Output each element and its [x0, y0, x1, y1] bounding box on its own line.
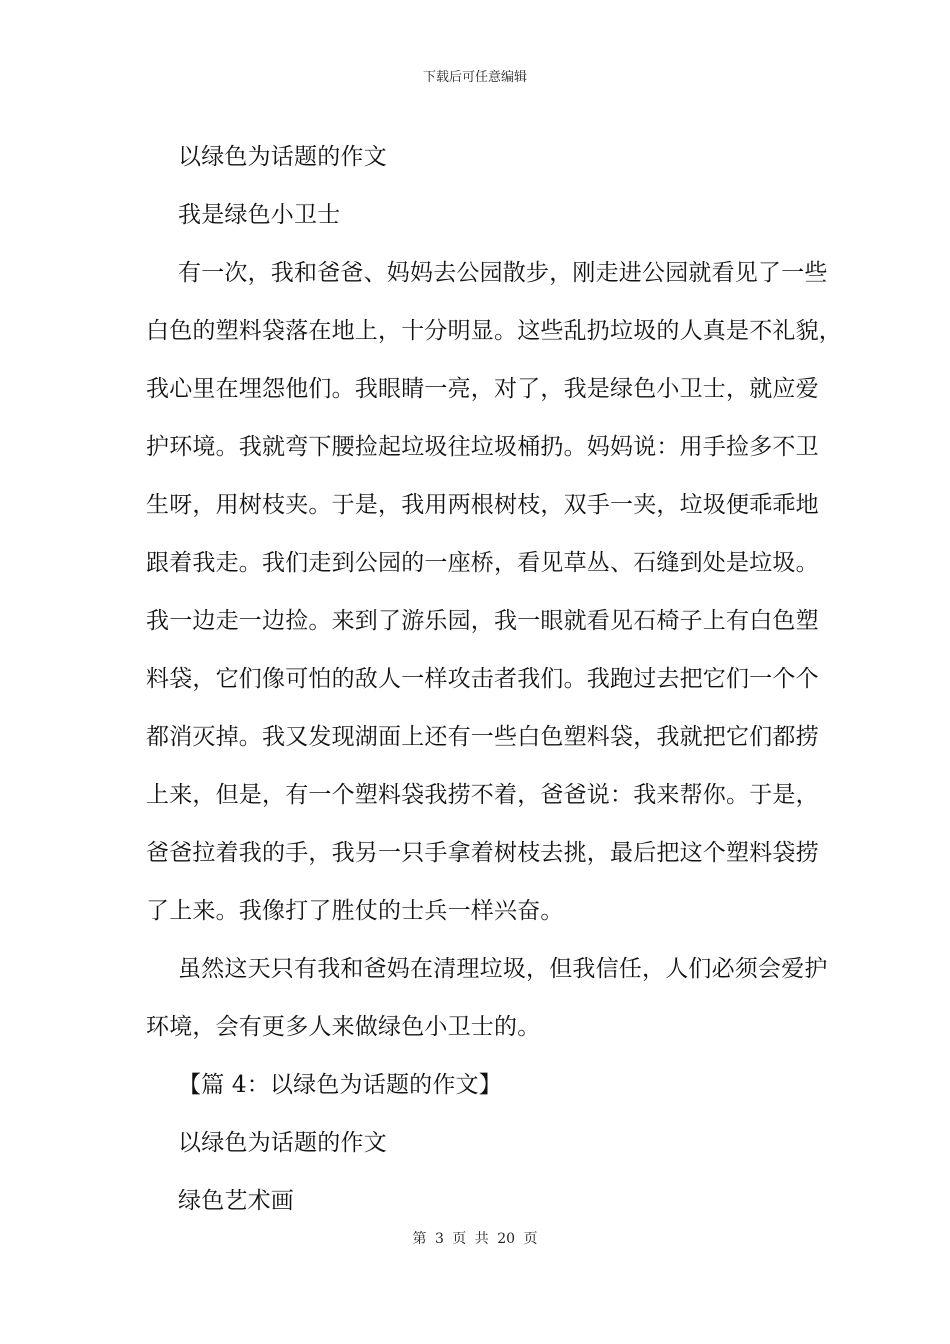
paragraph-line: 我心里在埋怨他们。我眼睛一亮，对了，我是绿色小卫士，就应爱 — [146, 376, 819, 402]
paragraph-line: 了上来。我像打了胜仗的士兵一样兴奋。 — [146, 898, 564, 924]
paragraph-line: 爸爸拉着我的手，我另一只手拿着树枝去挑，最后把这个塑料袋捞 — [146, 840, 819, 866]
paragraph-line: 料袋，它们像可怕的敌人一样攻击者我们。我跑过去把它们一个个 — [146, 666, 819, 692]
essay-title: 绿色艺术画 — [178, 1188, 294, 1214]
paragraph-line: 白色的塑料袋落在地上，十分明显。这些乱扔垃圾的人真是不礼貌， — [146, 318, 842, 344]
paragraph-line: 上来，但是，有一个塑料袋我捞不着，爸爸说：我来帮你。于是， — [146, 782, 819, 808]
topic-heading: 以绿色为话题的作文 — [178, 144, 387, 170]
document-body — [146, 128, 842, 1230]
topic-heading: 以绿色为话题的作文 — [178, 1130, 387, 1156]
paragraph-line: 环境，会有更多人来做绿色小卫士的。 — [146, 1014, 541, 1040]
paragraph-line: 我一边走一边捡。来到了游乐园，我一眼就看见石椅子上有白色塑 — [146, 608, 819, 634]
download-note: 下载后可任意编辑 — [422, 70, 527, 85]
page-number: 第 3 页 共 20 页 — [412, 1231, 538, 1247]
essay-title: 我是绿色小卫士 — [178, 202, 341, 228]
section-heading: 【篇 4：以绿色为话题的作文】 — [178, 1072, 502, 1098]
paragraph-line: 有一次，我和爸爸、妈妈去公园散步，刚走进公园就看见了一些 — [178, 260, 828, 286]
paragraph-line: 跟着我走。我们走到公园的一座桥，看见草丛、石缝到处是垃圾。 — [146, 550, 819, 576]
paragraph-line: 护环境。我就弯下腰捡起垃圾往垃圾桶扔。妈妈说：用手捡多不卫 — [146, 434, 819, 460]
paragraph-line: 虽然这天只有我和爸妈在清理垃圾，但我信任，人们必须会爱护 — [178, 956, 828, 982]
paragraph-line: 都消灭掉。我又发现湖面上还有一些白色塑料袋，我就把它们都捞 — [146, 724, 819, 750]
paragraph-line: 生呀，用树枝夹。于是，我用两根树枝，双手一夹，垃圾便乖乖地 — [146, 492, 819, 518]
